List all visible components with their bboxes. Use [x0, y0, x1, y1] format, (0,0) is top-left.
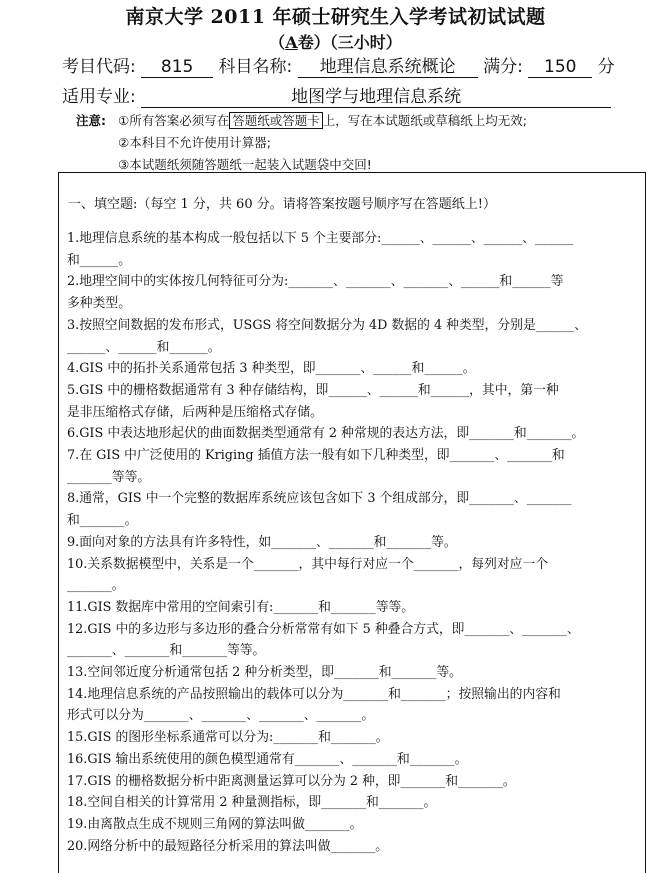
- question-line: 8.通常，GIS 中一个完整的数据库系统应该包含如下 3 个组成部分，即_______、_______: [67, 491, 572, 507]
- question-line: 形式可以分为_______、_______、_______、_______。: [67, 708, 375, 724]
- question-line: _______等等。: [67, 469, 151, 485]
- major-label: 适用专业:: [62, 87, 136, 107]
- question-line: 和______。: [67, 252, 131, 268]
- exam-subtitle: [0, 30, 671, 53]
- question-line: 4.GIS 中的拓扑关系通常包括 3 种类型，即_______、______和______。: [67, 361, 476, 377]
- question-line: 17.GIS 的栅格数据分析中距离测量运算可以分为 2 种，即_______和_______。: [67, 773, 516, 789]
- question-line: 是非压缩格式存储，后两种是压缩格式存储。: [67, 404, 323, 420]
- section-title: 一、填空题:（每空 1 分，共 60 分。请将答案按题号顺序写在答题纸上!）: [68, 197, 496, 212]
- score-unit: 分: [597, 57, 615, 77]
- code-label: 考目代码:: [62, 57, 136, 77]
- question-line: ______、______和______。: [67, 339, 221, 355]
- score-value: 150: [528, 57, 592, 78]
- subtitle-suffix: 卷）（三小时）: [297, 33, 402, 52]
- question-line: 多种类型。: [67, 296, 131, 312]
- question-line: _______。: [67, 578, 125, 594]
- question-list: [67, 228, 633, 857]
- subject-value: 地理信息系统概论: [298, 57, 478, 78]
- question-line: 20.网络分析中的最短路径分析采用的算法叫做_______。: [67, 838, 389, 854]
- exam-info-line: [62, 52, 615, 78]
- question-line: 16.GIS 输出系统使用的颜色模型通常有_______、_______和_______。: [67, 751, 468, 767]
- score-label: 满分:: [483, 57, 523, 77]
- question-line: 9.面向对象的方法具有许多特性，如_______、_______和_______等。: [67, 534, 457, 550]
- note-1-prefix: ①所有答案必须写在: [118, 113, 230, 128]
- note-1-suffix: 上，写在本试题纸或草稿纸上均无效;: [322, 113, 527, 128]
- code-value: 815: [141, 57, 213, 78]
- subtitle-prefix: （: [269, 33, 286, 52]
- question-line: 19.由离散点生成不规则三角网的算法叫做_______。: [67, 816, 363, 832]
- question-line: 15.GIS 的图形坐标系通常可以分为:_______和_______。: [67, 730, 389, 746]
- question-line: 13.空间邻近度分析通常包括 2 种分析类型，即_______和_______等。: [67, 665, 462, 681]
- note-row-2: [76, 132, 527, 154]
- note-3: ③本试题纸须随答题纸一起装入试题袋中交回!: [118, 157, 372, 172]
- question-line: 14.地理信息系统的产品按照输出的载体可以分为_______和_______；按照输出的内容和: [67, 686, 561, 702]
- question-line: 和_______。: [67, 513, 138, 529]
- note-row-1: [76, 110, 527, 132]
- question-line: 10.关系数据模型中，关系是一个_______，其中每行对应一个_______，每列对应一个: [67, 556, 549, 572]
- note-1-boxed: 答题纸或答题卡: [229, 112, 323, 129]
- paper-version: A: [285, 33, 298, 52]
- major-line: [62, 82, 611, 108]
- question-line: 6.GIS 中表达地形起伏的曲面数据类型通常有 2 种常规的表达方法，即_______和_______。: [67, 426, 585, 442]
- question-line: 5.GIS 中的栅格数据通常有 3 种存储结构，即______、______和______，其中，第一种: [67, 382, 559, 398]
- notes-label: 注意:: [76, 113, 106, 128]
- question-line: 3.按照空间数据的发布形式，USGS 将空间数据分为 4D 数据的 4 种类型，分别是______、: [67, 317, 587, 333]
- question-line: 18.空间自相关的计算常用 2 种量测指标，即_______和_______。: [67, 795, 437, 811]
- question-line: 2.地理空间中的实体按几何特征可分为:_______、_______、_______、______和______等: [67, 274, 564, 290]
- question-line: 12.GIS 中的多边形与多边形的叠合分析常常有如下 5 种叠合方式，即_______、_______、: [67, 621, 580, 637]
- subject-label: 科目名称:: [218, 57, 293, 77]
- question-line: 7.在 GIS 中广泛使用的 Kriging 插值方法一般有如下几种类型，即_______、_______和: [67, 448, 565, 464]
- question-line: 11.GIS 数据库中常用的空间索引有:_______和_______等等。: [67, 599, 415, 615]
- note-2: ②本科目不允许使用计算器;: [118, 135, 271, 150]
- major-value: 地图学与地理信息系统: [141, 87, 611, 108]
- exam-title: 南京大学 2011 年硕士研究生入学考试初试试题: [125, 6, 546, 28]
- question-line: _______、_______和_______等等。: [67, 643, 266, 659]
- exam-notes: [76, 110, 527, 176]
- question-line: 1.地理信息系统的基本构成一般包括以下 5 个主要部分:______、______、______、______: [67, 231, 574, 246]
